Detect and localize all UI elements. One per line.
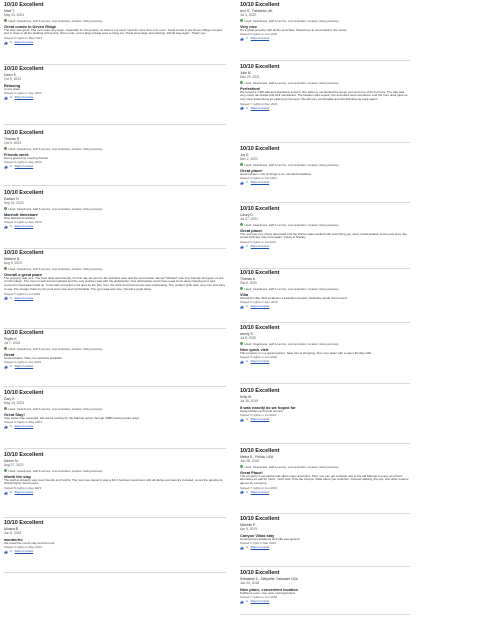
review-actions	[4, 40, 226, 45]
review-title: Canyon Villas stay	[240, 532, 275, 538]
review-title: Great	[4, 351, 15, 357]
review-actions	[240, 599, 410, 604]
review-card	[240, 2, 410, 61]
like-count: 0	[10, 490, 12, 495]
review-score: 10/10 Excellent	[4, 130, 44, 136]
report-review-link[interactable]: Report review	[14, 95, 34, 100]
review-score: 10/10 Excellent	[240, 64, 280, 70]
review-liked-tags	[4, 207, 226, 211]
review-title: Great Stay!	[4, 411, 25, 417]
report-review-link[interactable]: Report review	[14, 295, 34, 300]
review-title: Perfection!	[240, 85, 261, 91]
review-actions	[4, 424, 226, 429]
report-review-link[interactable]: Report review	[250, 244, 270, 249]
review-card	[240, 146, 410, 203]
review-stay-info: Stayed 3 nights in May 2024	[4, 36, 42, 41]
review-date: Aug 27, 2022	[4, 463, 24, 467]
check-circle-icon	[4, 207, 7, 210]
check-circle-icon	[240, 465, 243, 468]
review-score: 10/10 Excellent	[4, 390, 44, 396]
review-author: Phyllis K.	[4, 337, 18, 341]
review-author: Melba D., Peoria, USA	[240, 455, 274, 459]
report-review-link[interactable]: Report review	[14, 424, 34, 429]
review-liked-tags	[240, 342, 410, 346]
like-count: 0	[246, 417, 248, 422]
review-date: Aug 9, 2023	[4, 261, 22, 265]
review-card	[4, 520, 226, 573]
report-review-link[interactable]: Report review	[14, 490, 34, 495]
review-liked-tags	[4, 347, 226, 351]
review-stay-info: Stayed 4 nights in Oct 2021	[240, 176, 277, 181]
review-author: Joy D.	[240, 153, 250, 157]
report-review-link[interactable]: Report review	[250, 180, 270, 185]
check-circle-icon	[240, 342, 243, 345]
thumbs-up-icon[interactable]	[4, 365, 8, 369]
review-liked-tags	[4, 19, 226, 23]
review-stay-info: Stayed 5 nights in Jul 2019	[240, 413, 277, 418]
thumbs-up-icon[interactable]	[240, 418, 244, 422]
review-score: 10/10 Excellent	[4, 452, 44, 458]
review-card	[4, 390, 226, 449]
check-circle-icon	[240, 287, 243, 290]
review-author: Sebastian S., Selbyville, Delaware USA	[240, 577, 298, 581]
report-review-link[interactable]: Report review	[250, 489, 270, 494]
review-card	[240, 325, 410, 384]
review-liked-text: Liked: Cleanliness, staff & service, communication, location, listing accuracy	[8, 266, 103, 271]
thumbs-up-icon[interactable]	[240, 245, 244, 249]
review-score: 10/10 Excellent	[240, 570, 280, 576]
review-actions	[4, 364, 226, 369]
like-count: 0	[246, 599, 248, 604]
review-author: Mark T.	[4, 9, 15, 13]
review-liked-tags	[4, 147, 226, 151]
review-actions	[4, 296, 226, 301]
review-author: Akosua B.	[4, 527, 20, 531]
review-title: Nice quick visit	[240, 346, 269, 352]
like-count: 0	[246, 244, 248, 249]
review-card	[240, 448, 410, 514]
review-author: Thomas R.	[4, 137, 21, 141]
review-body: Nice Marriott timeshare	[4, 215, 36, 220]
review-author: Gary H.	[4, 397, 16, 401]
review-card	[4, 130, 226, 186]
review-date: May 23, 2024	[4, 13, 24, 17]
report-review-link[interactable]: Report review	[250, 36, 270, 41]
review-stay-info: Stayed 5 nights in Jul 2021	[240, 240, 277, 245]
check-circle-icon	[4, 469, 7, 472]
review-card	[4, 2, 226, 65]
review-card	[4, 452, 226, 518]
review-actions	[240, 106, 410, 111]
report-review-link[interactable]: Report review	[250, 304, 270, 309]
like-count: 0	[10, 549, 12, 554]
review-score: 10/10 Excellent	[240, 325, 280, 331]
review-author: Michelle P.	[240, 523, 256, 527]
review-date: Dec 29, 2021	[240, 75, 260, 79]
review-actions	[240, 244, 410, 249]
report-review-link[interactable]: Report review	[14, 164, 34, 169]
review-title: Friends week	[4, 151, 29, 157]
like-count: 0	[10, 224, 12, 229]
thumbs-up-icon[interactable]	[4, 225, 8, 229]
like-count: 0	[246, 304, 248, 309]
review-title: Great Place!	[240, 469, 263, 475]
review-author: Julie M.	[240, 71, 252, 75]
review-score: 10/10 Excellent	[240, 270, 280, 276]
report-review-link[interactable]: Report review	[250, 105, 270, 110]
review-liked-text: Liked: Cleanliness, staff & service, communication, location, listing accuracy	[8, 18, 103, 23]
review-stay-info: Stayed 1 night in Mar 2019	[240, 541, 276, 546]
review-score: 10/10 Excellent	[240, 388, 280, 394]
review-author: Marlene B.	[4, 257, 20, 261]
like-count: 0	[10, 95, 12, 100]
review-liked-text: Liked: Cleanliness, staff & service, communication, location, listing accuracy	[244, 80, 339, 85]
review-date: Oct 9, 2023	[4, 77, 22, 81]
review-liked-text: Liked: Cleanliness, staff & service, communication, location, listing accuracy	[8, 146, 103, 151]
review-stay-info: Stayed 6 nights in Jun 2022	[240, 32, 278, 37]
review-card	[4, 250, 226, 329]
review-body: A nice place	[4, 86, 21, 91]
review-title: Great place!	[240, 167, 263, 173]
review-date: Sep 22, 2023	[4, 201, 24, 205]
review-liked-tags	[240, 19, 410, 23]
review-stay-info: Stayed 5 nights in Sep 2020	[240, 300, 278, 305]
review-body: This property is wonderful and offers many amenities. Plus, you can get a shuttle ride to the old Marriott to enjoy all of their amenities as well for much, much less. Plus the Canyon Villas offers you a kitchen, covered parking, fire pits, and other outdoor games for everyone.	[240, 473, 409, 486]
review-score: 10/10 Excellent	[4, 250, 44, 256]
report-review-link[interactable]: Report review	[250, 545, 270, 550]
check-circle-icon	[4, 147, 7, 150]
review-liked-tags	[240, 465, 410, 469]
like-count: 0	[246, 545, 248, 550]
review-liked-text: Liked: Cleanliness, staff & service, communication, location, listing accuracy	[244, 162, 339, 167]
review-liked-text: Liked: Cleanliness, staff & service, communication, location, listing accuracy	[244, 286, 339, 291]
like-count: 0	[10, 40, 12, 45]
review-card	[240, 206, 410, 269]
review-actions	[240, 304, 410, 309]
review-liked-tags	[240, 163, 410, 167]
thumbs-up-icon[interactable]	[4, 96, 8, 100]
review-body: The staff at property was most friendly and helpful. The room we stayed in was a full 1 bedroom apartment with all dishes and laundry included. Loved the apartment. Would highly recommend.	[4, 477, 224, 486]
review-body: Sufficient room, nice view, well appointed.	[240, 590, 296, 595]
review-title: Great place!	[240, 227, 263, 233]
review-author: Ann O., Fairbanks, AK	[240, 9, 273, 13]
review-date: Jul 16, 2019	[240, 399, 258, 403]
review-stay-info: Stayed 4 nights in May 2019	[4, 545, 42, 550]
review-actions	[240, 359, 410, 364]
review-card	[240, 64, 410, 143]
thumbs-up-icon[interactable]	[240, 106, 244, 110]
report-review-link[interactable]: Report review	[14, 224, 34, 229]
review-stay-info: Stayed 7 nights in Jul 2023	[4, 291, 41, 296]
report-review-link[interactable]: Report review	[250, 417, 270, 422]
thumbs-up-icon[interactable]	[4, 550, 8, 554]
review-score: 10/10 Excellent	[4, 330, 44, 336]
review-stay-info: Stayed 3 nights in Jun 2023	[4, 360, 42, 365]
thumbs-up-icon[interactable]	[4, 296, 8, 300]
review-liked-text: Liked: Cleanliness, staff & service, communication, location, listing accuracy	[244, 341, 339, 346]
report-review-link[interactable]: Report review	[250, 599, 270, 604]
review-liked-tags	[4, 469, 226, 473]
report-review-link[interactable]: Report review	[14, 549, 34, 554]
review-card	[4, 66, 226, 125]
review-title: Worth the stay	[4, 473, 31, 479]
review-date: Apr 9, 2019	[240, 527, 258, 531]
review-liked-text: Liked: Cleanliness, staff & service, communication, location, listing accuracy	[8, 206, 103, 211]
review-actions	[240, 180, 410, 185]
review-date: Jul 3, 2022	[240, 13, 257, 17]
review-liked-text: Liked: Cleanliness, staff & service, communication, location, listing accuracy	[244, 464, 339, 469]
review-score: 10/10 Excellent	[4, 2, 44, 8]
report-review-link[interactable]: Report review	[14, 40, 34, 45]
review-stay-info: Stayed 4 nights in May 2023	[4, 420, 42, 425]
review-title: Villa	[240, 291, 248, 297]
thumbs-up-icon[interactable]	[240, 360, 244, 364]
review-liked-text: Liked: Cleanliness, staff & service, communication, location, listing accuracy	[8, 406, 103, 411]
review-author: Edward H.	[4, 197, 20, 201]
review-stay-info: Stayed 3 nights in Jun 2020	[240, 355, 278, 360]
review-date: Jun 8, 2019	[4, 531, 22, 535]
review-title: Nice place, convenient location	[240, 586, 298, 592]
review-date: Nov 2, 2021	[240, 157, 258, 161]
thumbs-up-icon[interactable]	[4, 491, 8, 495]
review-body: It's a great property with all the amenities. Would love to come back in the winter.	[240, 27, 348, 32]
review-title: Relaxing	[4, 82, 21, 88]
review-score: 10/10 Excellent	[4, 66, 44, 72]
review-card	[240, 570, 410, 615]
review-title: wonderful	[4, 536, 23, 542]
like-count: 0	[246, 359, 248, 364]
review-actions	[240, 490, 410, 495]
check-circle-icon	[240, 81, 243, 84]
review-stay-info: Stayed 7 nights in Dec 2021	[240, 101, 278, 106]
review-liked-text: Liked: Cleanliness, staff & service, communication, location, listing accuracy	[8, 346, 103, 351]
review-card	[4, 330, 226, 387]
report-review-link[interactable]: Report review	[250, 359, 270, 364]
report-review-link[interactable]: Report review	[14, 364, 34, 369]
check-circle-icon	[4, 407, 7, 410]
like-count: 0	[10, 424, 12, 429]
review-card	[240, 516, 410, 567]
review-liked-tags	[4, 407, 226, 411]
like-count: 0	[246, 180, 248, 185]
review-liked-text: Liked: Cleanliness, staff & service, communication, location, listing accuracy	[8, 468, 103, 473]
check-circle-icon	[4, 347, 7, 350]
review-body: The stay was great. The room was very large, especially for two people, so there's not much need for more than one room. Great condo in the Deven Ridge complex and is close to all the building with tennis, three pools, and a large private area to hang out. Pools were large and relaxing. Would stay again. Thank you.	[4, 27, 223, 36]
like-count: 0	[246, 36, 248, 41]
review-score: 10/10 Excellent	[4, 520, 44, 526]
review-actions	[4, 549, 226, 554]
review-body: Great location, lots of things to do, wonderful facilities.	[240, 171, 312, 176]
review-date: Jun 20, 2018	[240, 581, 260, 585]
review-date: Jun 28, 2019	[240, 459, 260, 463]
review-score: 10/10 Excellent	[240, 2, 280, 8]
review-stay-info: Stayed 7 nights in Jun 2019	[240, 485, 278, 490]
review-actions	[4, 95, 226, 100]
review-body: The property was nice. The front desk was friendly. On first day we went to the activities area and the pool worker named "Michael" was very friendly and gave us lots of information. The room is well accommodated and the only problem was with the dishwasher. One dishwasher could have used some deep cleaning as it was covered in hard water build up. In the kids and teens pool area by the lazy river, the drink and food service was outstanding. The outdoor grills were very nice and easy to use. The lounge chairs by the pool were nice and comfortable. The gym area was nice. Overall a great place.	[4, 275, 226, 291]
like-count: 0	[246, 489, 248, 494]
like-count: 0	[10, 164, 12, 169]
thumbs-up-icon[interactable]	[240, 181, 244, 185]
review-actions	[4, 224, 226, 229]
review-body: Wonderful villa. Well located in a beautiful complex. Definitely would recommend.	[240, 295, 348, 300]
review-score: 10/10 Excellent	[240, 516, 280, 522]
thumbs-up-icon[interactable]	[240, 546, 244, 550]
review-author: Darren M.	[4, 459, 19, 463]
thumbs-up-icon[interactable]	[240, 490, 244, 494]
review-card	[4, 190, 226, 249]
review-date: May 19, 2023	[4, 401, 24, 405]
review-author: Thomas K.	[240, 277, 256, 281]
check-circle-icon	[240, 223, 243, 226]
review-title: Marriott timeshare	[4, 211, 38, 217]
review-stay-info: Stayed 7 nights in Jun 2018	[240, 595, 278, 600]
review-author: Karen S.	[4, 73, 17, 77]
review-score: 10/10 Excellent	[4, 190, 44, 196]
review-liked-tags	[4, 267, 226, 271]
review-stay-info: Stayed 5 nights in Aug 2022	[4, 486, 42, 491]
check-circle-icon	[240, 19, 243, 22]
review-score: 10/10 Excellent	[240, 146, 280, 152]
like-count: 0	[246, 105, 248, 110]
review-card	[240, 388, 410, 444]
review-liked-tags	[240, 287, 410, 291]
review-date: Jul 7, 2023	[4, 341, 21, 345]
review-title: It was exactly as we hoped for	[240, 404, 296, 410]
review-body: Great location. Many fun activities available.	[4, 355, 63, 360]
review-actions	[4, 490, 226, 495]
review-stay-info: Stayed 3 nights in Sep 2023	[4, 91, 42, 96]
review-actions	[240, 545, 410, 550]
check-circle-icon	[4, 267, 7, 270]
review-liked-tags	[240, 223, 410, 227]
review-actions	[240, 36, 410, 41]
review-author: Casey D.	[240, 213, 254, 217]
like-count: 0	[10, 295, 12, 300]
check-circle-icon	[4, 19, 7, 22]
check-circle-icon	[240, 163, 243, 166]
review-stay-info: Stayed 3 nights in Sep 2023	[4, 220, 42, 225]
review-author: Kelly W.	[240, 395, 252, 399]
thumbs-up-icon[interactable]	[240, 37, 244, 41]
thumbs-up-icon[interactable]	[240, 600, 244, 604]
thumbs-up-icon[interactable]	[4, 41, 8, 45]
review-date: Oct 9, 2023	[4, 141, 22, 145]
review-body: Stay better than expected. We will be looking for the Marriott option through VRBO during future stays.	[4, 415, 140, 420]
like-count: 0	[10, 364, 12, 369]
review-title: Very nice	[240, 23, 258, 29]
review-actions	[240, 417, 410, 422]
review-liked-text: Liked: Cleanliness, staff & service, communication, location, listing accuracy	[244, 18, 339, 23]
review-body: The unit was very nicely decorated and the kitchen was stocked with everything you need. Great location to the pool area. We would definitely stay here again. Casey & Shelley	[240, 231, 407, 240]
review-stay-info: Stayed 6 nights in Sep 2023	[4, 160, 42, 165]
review-date: Jul 6, 2020	[240, 336, 257, 340]
review-date: Oct 9, 2020	[240, 281, 258, 285]
review-body: Had a great time meeting friends!	[4, 155, 49, 160]
review-actions	[4, 164, 226, 169]
review-title: Overall a great place	[4, 271, 43, 277]
review-body: This property is in a great location. Near lots of shopping. Also very clean with a super friendly staff.	[240, 350, 372, 355]
review-date: Jul 27, 2021	[240, 217, 258, 221]
review-body: We rented a 1 BR villa and absolutely loved it. Our balcony overlooked the green pool and one of the hot tubs. The villa was very nicely decorated and well maintained. The location was superb, the amenities were wonderful, and the front desk gave us very clear instructions for picking up the keys. We felt very comfortable and will definitely be back again!	[240, 89, 408, 102]
review-body: We loved the condo stay and the pool.	[4, 540, 55, 545]
thumbs-up-icon[interactable]	[240, 305, 244, 309]
review-body: Great accommodations and villa was perfect!	[240, 536, 300, 541]
thumbs-up-icon[interactable]	[4, 165, 8, 169]
review-score: 10/10 Excellent	[240, 206, 280, 212]
review-liked-text: Liked: Cleanliness, staff & service, communication, location, listing accuracy	[244, 222, 339, 227]
thumbs-up-icon[interactable]	[4, 425, 8, 429]
review-score: 10/10 Excellent	[240, 448, 280, 454]
review-card	[240, 270, 410, 323]
review-title: Great condo in Deven Ridge	[4, 23, 57, 29]
review-author: wendy S.	[240, 332, 254, 336]
review-body: Great location and great service.	[240, 408, 284, 413]
review-liked-tags	[240, 81, 410, 85]
